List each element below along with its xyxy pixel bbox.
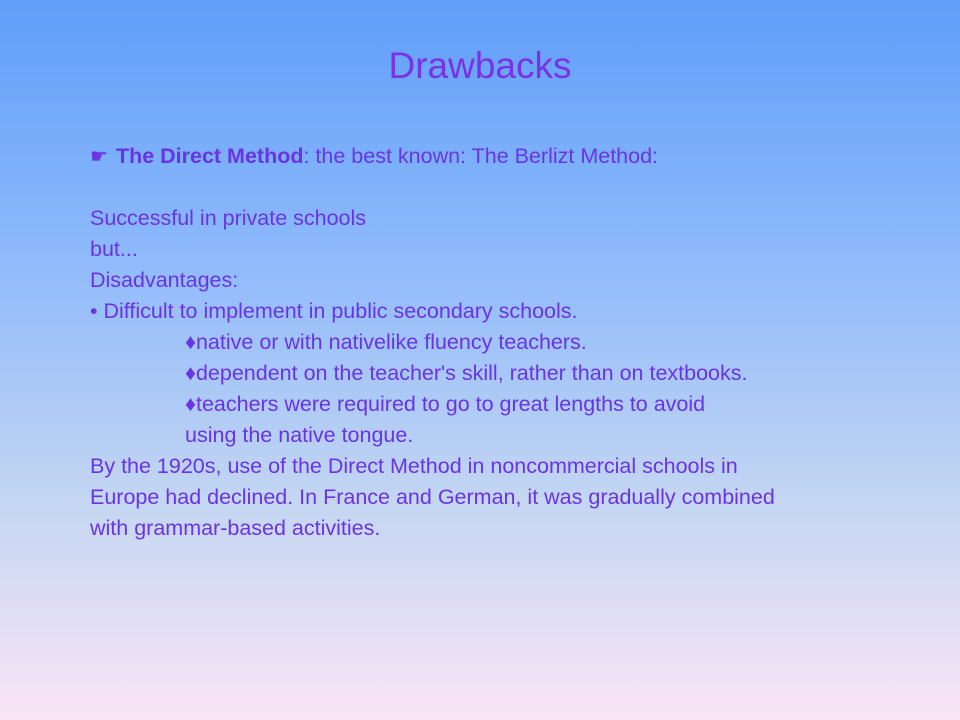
paragraph-line: with grammar-based activities. xyxy=(90,516,381,540)
paragraph-line: By the 1920s, use of the Direct Method in noncommercial schools in xyxy=(90,454,738,478)
intro-rest-text: : the best known: The Berlizt Method: xyxy=(303,144,659,168)
intro-line xyxy=(90,141,920,172)
sub-bullet-item: ♦native or with nativelike fluency teachers. xyxy=(185,330,587,354)
disadvantages-heading: Disadvantages: xyxy=(90,268,239,292)
spacer xyxy=(90,172,920,203)
but-line: but... xyxy=(90,237,138,261)
pointing-hand-icon: ☛ xyxy=(90,146,108,168)
direct-method-label: The Direct Method xyxy=(115,144,304,168)
slide-title: Drawbacks xyxy=(388,45,572,86)
bullet-item: • Difficult to implement in public secondary schools. xyxy=(90,299,578,323)
paragraph-line: Europe had declined. In France and German, it was gradually combined xyxy=(90,485,775,509)
sub-bullet-continuation: using the native tongue. xyxy=(185,423,414,447)
success-line: Successful in private schools xyxy=(90,206,367,230)
sub-bullet-item: ♦dependent on the teacher's skill, rather than on textbooks. xyxy=(185,361,748,385)
slide-body xyxy=(90,141,920,544)
sub-bullet-item: ♦teachers were required to go to great lengths to avoid xyxy=(185,392,706,416)
